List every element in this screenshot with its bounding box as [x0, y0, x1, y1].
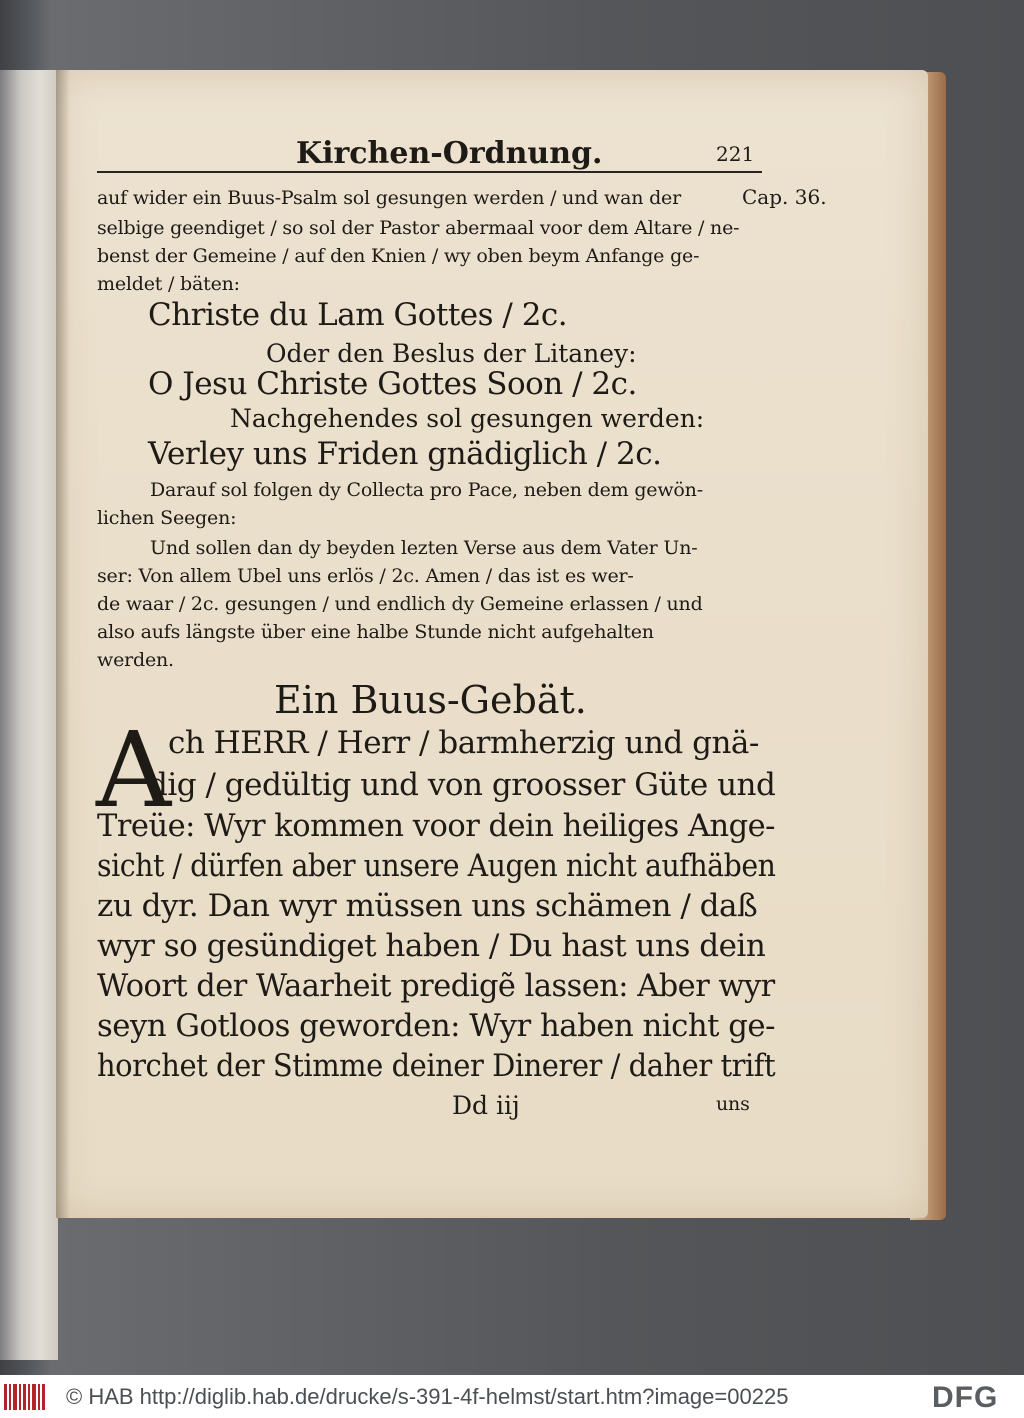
text-line: ser: Von allem Ubel uns erlös / 2c. Amen / das ist es wer-	[97, 565, 634, 587]
text-line: Und sollen dan dy beyden lezten Verse aus dem Vater Un-	[150, 537, 698, 559]
text-line: Verley uns Friden gnädiglich / 2c.	[148, 436, 662, 472]
drop-cap: A	[96, 709, 172, 831]
prayer-line: zu dyr. Dan wyr müssen uns schämen / daß	[97, 888, 758, 924]
dfg-logo: DFG	[932, 1381, 999, 1414]
section-heading: Ein Buus-Gebät.	[274, 678, 587, 722]
text-line: also aufs längste über eine halbe Stunde nicht aufgehalten	[97, 621, 654, 643]
running-title: Kirchen-Ordnung.	[296, 136, 603, 171]
prayer-line: wyr so gesündiget haben / Du hast uns dein	[97, 928, 766, 964]
prayer-line: ch HERR / Herr / barmherzig und gnä-	[168, 725, 759, 761]
text-line: werden.	[97, 649, 174, 671]
text-line: Darauf sol folgen dy Collecta pro Pace, neben dem gewön-	[150, 479, 703, 501]
prayer-line: horchet der Stimme deiner Dinerer / daher trift	[97, 1048, 776, 1084]
book-edge	[0, 70, 58, 1360]
prayer-line: dig / gedültig und von groosser Güte und	[148, 767, 776, 803]
page-number: 221	[716, 142, 755, 166]
text-line: lichen Seegen:	[97, 507, 237, 529]
signature-mark: Dd iij	[452, 1091, 520, 1120]
text-line: Nachgehendes sol gesungen werden:	[230, 404, 705, 433]
text-line: meldet / bäten:	[97, 273, 240, 295]
footer-bar	[0, 1375, 1024, 1418]
text-line: de waar / 2c. gesungen / und endlich dy Gemeine erlassen / und	[97, 593, 703, 615]
text-line: O Jesu Christe Gottes Soon / 2c.	[148, 366, 637, 402]
margin-note: Cap. 36.	[742, 185, 827, 209]
barcode-icon	[4, 1384, 46, 1410]
source-citation-link[interactable]: © HAB http://diglib.hab.de/drucke/s-391-4f-helmst/start.htm?image=00225	[66, 1384, 789, 1409]
prayer-line: sicht / dürfen aber unsere Augen nicht aufhäben	[97, 848, 776, 884]
prayer-line: Treüe: Wyr kommen voor dein heiliges Ange-	[97, 808, 775, 844]
text-line: selbige geendiget / so sol der Pastor abermaal voor dem Altare / ne-	[97, 217, 740, 239]
text-line: auf wider ein Buus-Psalm sol gesungen werden / und wan der	[97, 187, 681, 209]
header-rule	[97, 171, 762, 173]
catchword: uns	[716, 1093, 750, 1115]
text-line: Christe du Lam Gottes / 2c.	[148, 297, 568, 333]
prayer-line: seyn Gotloos geworden: Wyr haben nicht ge-	[97, 1008, 775, 1044]
text-line: benst der Gemeine / auf den Knien / wy oben beym Anfange ge-	[97, 245, 700, 267]
prayer-line: Woort der Waarheit predigẽ lassen: Aber wyr	[97, 968, 775, 1004]
gutter-shadow	[56, 70, 70, 1218]
book-page	[56, 70, 928, 1218]
text-line: Oder den Beslus der Litaney:	[266, 339, 637, 368]
